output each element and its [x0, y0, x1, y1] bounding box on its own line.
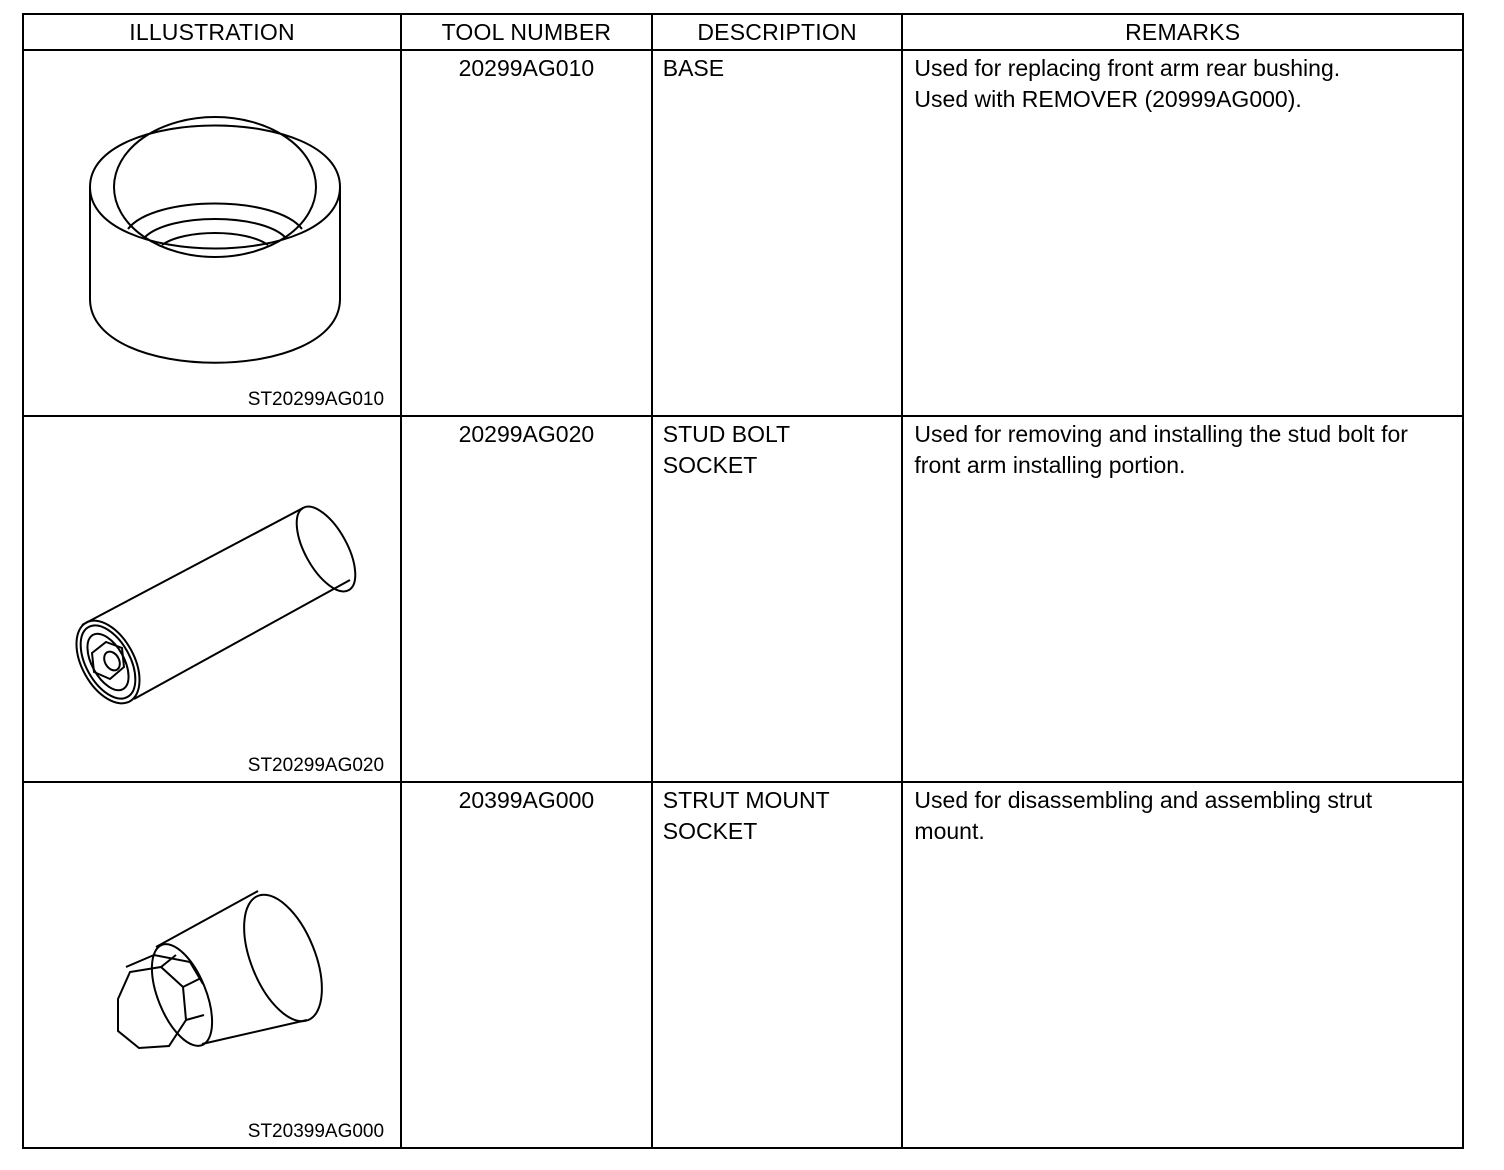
- remarks-cell: [902, 50, 1463, 416]
- illustration-code: ST20399AG000: [247, 1121, 385, 1142]
- description: STUD BOLT SOCKET: [662, 421, 791, 478]
- illustration-code: ST20299AG010: [247, 389, 385, 410]
- tool-number-cell: [401, 416, 652, 782]
- strut-mount-socket-icon: [24, 783, 401, 1147]
- illustration-cell: [23, 50, 401, 416]
- remarks-cell: [902, 782, 1463, 1148]
- tool-number: 20299AG020: [458, 421, 595, 447]
- cylindrical-base-icon: [24, 51, 401, 415]
- table-header-row: [23, 14, 1463, 50]
- tool-number-cell: [401, 782, 652, 1148]
- description-cell: [652, 782, 903, 1148]
- remarks: Used for disassembling and assembling strut mount.: [914, 787, 1373, 844]
- header-remarks: REMARKS: [902, 14, 1463, 50]
- description: STRUT MOUNT SOCKET: [662, 787, 830, 844]
- description-cell: [652, 416, 903, 782]
- table-row: [23, 782, 1463, 1148]
- illustration-cell: [23, 416, 401, 782]
- description: BASE: [662, 55, 725, 81]
- stud-bolt-socket-icon: [24, 417, 401, 781]
- remarks: Used for replacing front arm rear bushing. Used with REMOVER (20999AG000).: [914, 55, 1341, 112]
- header-description: DESCRIPTION: [652, 14, 903, 50]
- special-tools-table: [22, 13, 1464, 1149]
- illustration-code: ST20299AG020: [247, 755, 385, 776]
- tool-number: 20399AG000: [458, 787, 595, 813]
- description-cell: [652, 50, 903, 416]
- remarks: Used for removing and installing the stud bolt for front arm installing portion.: [914, 421, 1408, 478]
- illustration-cell: [23, 782, 401, 1148]
- tool-number: 20299AG010: [458, 55, 595, 81]
- remarks-cell: [902, 416, 1463, 782]
- table-row: [23, 50, 1463, 416]
- header-tool-number: TOOL NUMBER: [401, 14, 652, 50]
- tool-number-cell: [401, 50, 652, 416]
- table-row: [23, 416, 1463, 782]
- header-illustration: ILLUSTRATION: [23, 14, 401, 50]
